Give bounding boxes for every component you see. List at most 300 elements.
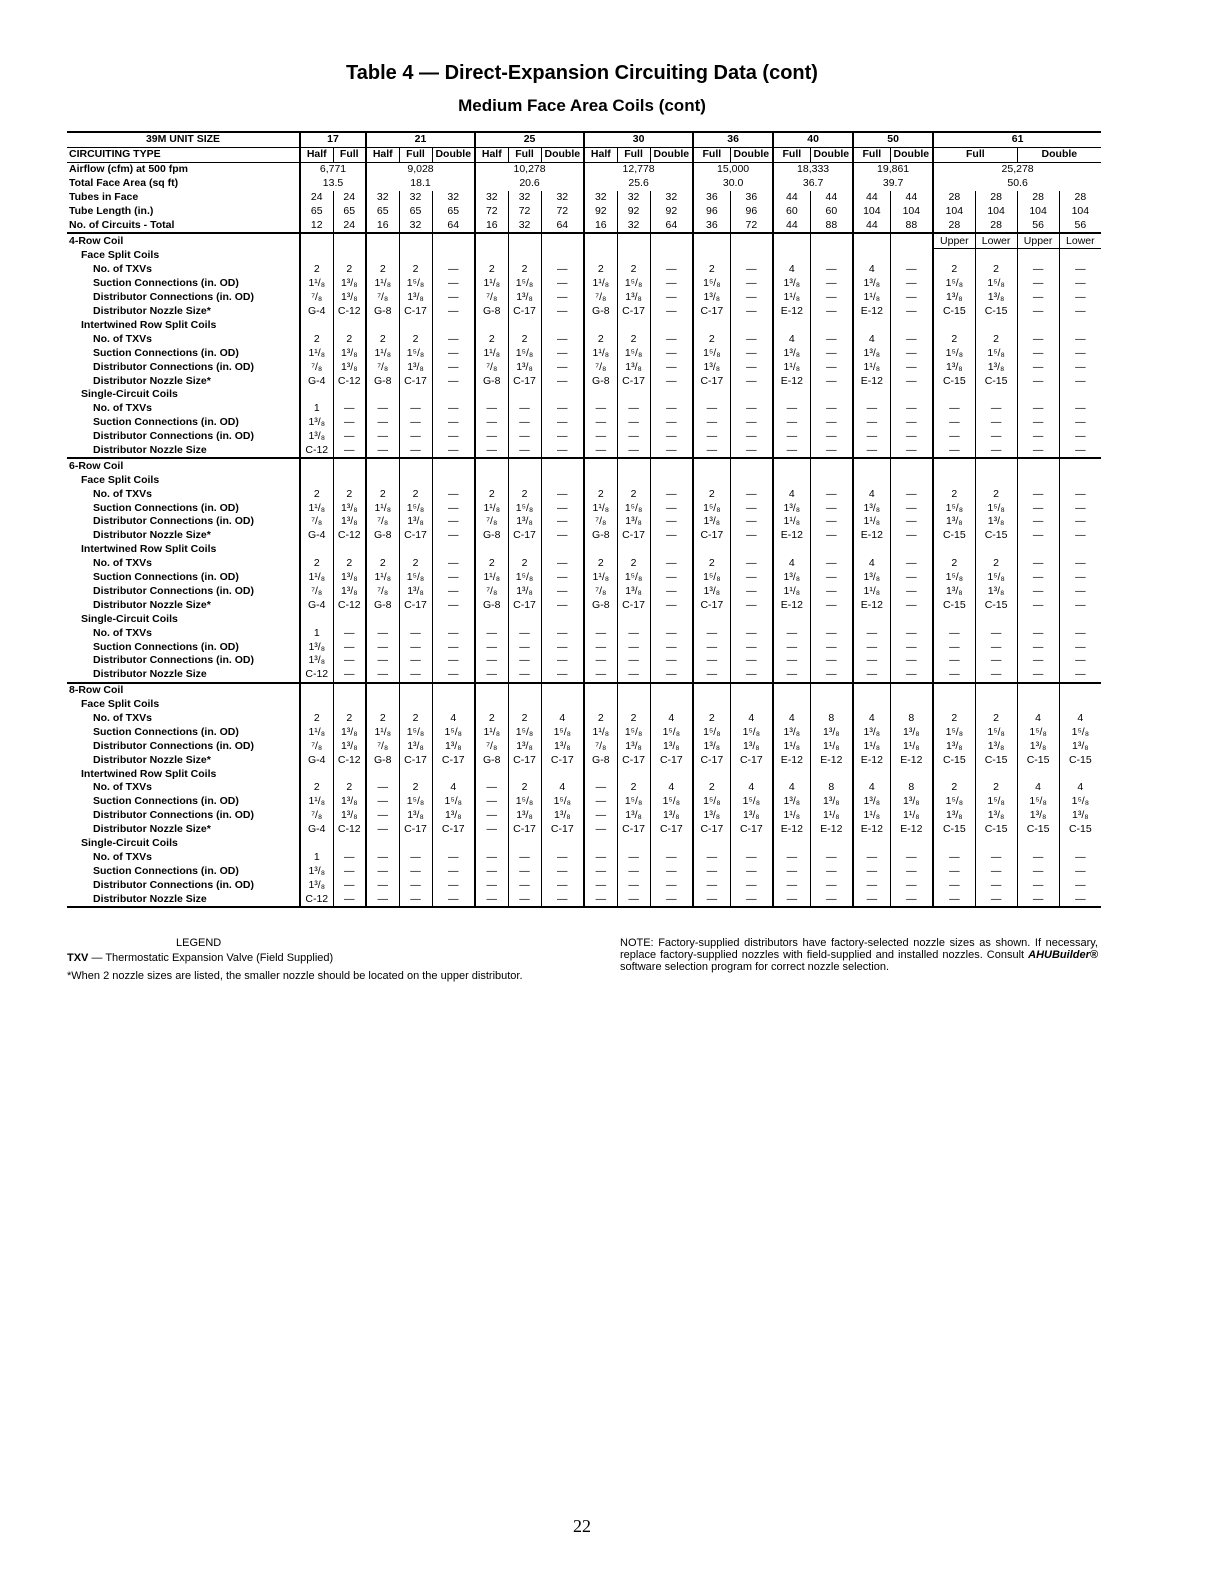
table-cell: — [810,892,853,907]
table-cell [1017,543,1059,557]
table-cell: 1¹/₈ [300,725,333,739]
table-cell: 1⁵/₈ [693,346,730,360]
table-cell: E-12 [890,753,933,767]
row-label: Suction Connections (in. OD) [93,501,239,514]
table-cell: 1⁵/₈ [933,725,975,739]
table-cell [890,319,933,333]
upper-lower-header: Upper [933,233,975,248]
table-cell: — [1059,529,1101,543]
table-cell: — [432,501,475,515]
table-cell [693,249,730,263]
table-cell: ⁷/₈ [300,585,333,599]
table-cell [650,473,693,487]
table-cell [933,543,975,557]
table-cell [333,388,366,402]
table-cell: — [890,444,933,459]
table-cell: E-12 [773,823,810,837]
table-cell: 4 [432,712,475,726]
table-cell: — [366,892,399,907]
table-cell: 32 [617,191,650,205]
row-label: Suction Connections (in. OD) [93,571,239,584]
table-cell: 18.1 [366,177,475,191]
row-label: Suction Connections (in. OD) [93,640,239,653]
table-cell [853,837,890,851]
table-cell: — [541,402,584,416]
row-label: Distributor Nozzle Size [93,668,207,681]
table-cell [933,767,975,781]
table-cell: 1³/₈ [853,571,890,585]
table-cell: 1³/₈ [399,515,432,529]
table-cell [300,767,333,781]
circuiting-type-header: Double [730,147,773,162]
table-cell: 1¹/₈ [366,501,399,515]
table-row [67,626,1101,640]
table-cell: C-12 [333,374,366,388]
table-cell: 104 [890,204,933,218]
table-cell: — [730,864,773,878]
group-title: Intertwined Row Split Coils [81,767,217,780]
table-cell [975,683,1017,698]
table-cell: C-15 [933,529,975,543]
table-cell: — [730,416,773,430]
row-label: Distributor Connections (in. OD) [93,430,254,443]
table-cell [475,319,508,333]
table-cell [541,249,584,263]
table-cell: 2 [333,487,366,501]
table-cell: — [975,850,1017,864]
table-cell: 2 [399,332,432,346]
table-cell: — [1017,487,1059,501]
table-cell: 1³/₈ [399,809,432,823]
table-cell: 65 [333,204,366,218]
table-cell: 28 [1059,191,1101,205]
table-cell [810,698,853,712]
table-cell: 28 [933,218,975,233]
table-cell [366,233,399,248]
table-cell: — [933,892,975,907]
table-row [67,795,1101,809]
circuiting-type-header: Full [333,147,366,162]
table-cell: C-15 [1017,753,1059,767]
table-cell: — [541,892,584,907]
table-cell: 1³/₈ [508,515,541,529]
table-cell: 36 [693,191,730,205]
table-cell: — [693,864,730,878]
table-cell: — [810,668,853,683]
table-cell: — [730,487,773,501]
table-cell: 16 [584,218,617,233]
table-cell: — [475,864,508,878]
table-cell: G-8 [475,374,508,388]
table-cell: — [1017,444,1059,459]
table-cell: — [890,598,933,612]
table-cell: G-8 [584,598,617,612]
table-cell: C-17 [399,529,432,543]
table-cell [432,388,475,402]
table-cell: ⁷/₈ [475,585,508,599]
table-cell: 10,278 [475,162,584,176]
row-label: Distributor Connections (in. OD) [93,291,254,304]
table-cell: — [650,277,693,291]
group-title: Single-Circuit Coils [81,836,178,849]
table-cell [933,612,975,626]
table-cell: 1⁵/₈ [693,501,730,515]
table-cell: 4 [730,781,773,795]
table-cell: 2 [366,557,399,571]
table-cell: — [432,654,475,668]
legend-txv-abbr: TXV [67,952,89,964]
table-cell: 16 [366,218,399,233]
table-cell: 1³/₈ [399,360,432,374]
row-label: No. of TXVs [93,332,152,345]
table-cell: 32 [475,191,508,205]
table-cell: — [810,529,853,543]
table-cell: — [1059,571,1101,585]
table-cell: 1³/₈ [333,585,366,599]
table-cell: 2 [399,487,432,501]
table-cell: — [432,585,475,599]
table-cell: — [730,571,773,585]
table-cell: — [584,864,617,878]
table-cell: 2 [508,332,541,346]
table-row [67,725,1101,739]
table-cell: — [399,654,432,668]
table-cell: — [773,850,810,864]
table-cell [693,458,730,473]
table-cell [1017,683,1059,698]
table-cell: — [432,892,475,907]
table-row [67,585,1101,599]
table-cell: — [890,529,933,543]
table-cell: — [617,402,650,416]
table-cell: 2 [584,487,617,501]
table-cell: ⁷/₈ [300,515,333,529]
table-cell: 60 [810,204,853,218]
table-cell: — [475,416,508,430]
table-cell [773,458,810,473]
table-row [67,712,1101,726]
table-cell: — [853,640,890,654]
table-cell: — [617,640,650,654]
table-cell: 56 [1017,218,1059,233]
table-cell: 1⁵/₈ [399,277,432,291]
table-cell [773,249,810,263]
table-cell: 1³/₈ [933,291,975,305]
table-cell: 2 [399,781,432,795]
table-cell: — [975,864,1017,878]
table-cell: — [650,892,693,907]
table-cell: 4 [853,781,890,795]
row-label: No. of TXVs [93,850,152,863]
table-cell: C-17 [432,753,475,767]
table-cell: 1⁵/₈ [933,346,975,360]
table-cell: 2 [333,557,366,571]
table-cell: 1³/₈ [933,585,975,599]
table-cell: — [773,640,810,654]
table-cell: — [933,654,975,668]
table-cell [890,612,933,626]
table-cell [693,233,730,248]
table-cell [399,837,432,851]
table-cell: 2 [693,557,730,571]
table-cell: 1³/₈ [890,725,933,739]
table-cell: — [584,430,617,444]
table-cell [584,837,617,851]
table-cell: — [810,263,853,277]
table-cell: — [584,444,617,459]
table-cell: — [650,430,693,444]
table-cell: 1³/₈ [810,795,853,809]
table-cell: 72 [541,204,584,218]
table-cell: 1³/₈ [399,585,432,599]
table-cell: 1⁵/₈ [693,795,730,809]
circuiting-type-header: Full [617,147,650,162]
table-cell: — [773,892,810,907]
table-cell: 2 [584,557,617,571]
table-cell: C-15 [1017,823,1059,837]
table-cell: 4 [541,781,584,795]
table-cell: — [1059,585,1101,599]
table-cell: C-17 [399,374,432,388]
table-cell: 1³/₈ [333,809,366,823]
table-cell: 1³/₈ [975,360,1017,374]
table-cell [508,612,541,626]
section-title: 4-Row Coil [67,233,300,248]
table-cell: — [617,416,650,430]
table-cell: — [432,571,475,585]
table-cell: C-17 [617,823,650,837]
table-cell: — [810,501,853,515]
table-cell [333,837,366,851]
group-title: Face Split Coils [81,473,160,486]
table-cell: — [853,416,890,430]
table-cell: — [541,585,584,599]
table-cell: — [1017,668,1059,683]
table-cell: 1¹/₈ [475,501,508,515]
table-cell [650,698,693,712]
table-cell: 2 [584,332,617,346]
table-cell: — [730,668,773,683]
page-subtitle: Medium Face Area Coils (cont) [458,96,706,115]
table-row [67,191,1101,205]
table-cell: 2 [693,332,730,346]
row-label: Distributor Nozzle Size* [93,305,211,318]
table-cell [890,698,933,712]
table-cell: — [432,430,475,444]
table-row [67,319,1101,333]
row-label: Distributor Nozzle Size* [93,823,211,836]
table-cell: — [475,809,508,823]
table-row [67,753,1101,767]
row-label: Distributor Connections (in. OD) [93,654,254,667]
table-cell: 1⁵/₈ [508,725,541,739]
table-cell: C-17 [508,598,541,612]
table-cell: 2 [584,263,617,277]
table-cell: 1³/₈ [617,739,650,753]
table-cell [650,543,693,557]
circuiting-type-header: Half [300,147,333,162]
table-cell: 4 [773,781,810,795]
table-cell: 1³/₈ [933,809,975,823]
table-cell: — [399,640,432,654]
table-cell: — [890,263,933,277]
table-cell: G-4 [300,598,333,612]
table-cell: 32 [541,191,584,205]
table-cell: 1⁵/₈ [399,725,432,739]
row-label: Total Face Area (sq ft) [69,177,179,190]
table-cell: C-17 [693,753,730,767]
table-cell: — [399,626,432,640]
table-cell [650,612,693,626]
table-cell: — [399,850,432,864]
table-cell: — [584,402,617,416]
table-cell [853,249,890,263]
table-cell: — [1017,864,1059,878]
table-cell: 32 [617,218,650,233]
row-label: Suction Connections (in. OD) [93,795,239,808]
table-cell: C-12 [333,598,366,612]
table-cell: 1⁵/₈ [508,501,541,515]
unit-size-header: 40 [773,132,853,147]
table-cell: 1¹/₈ [810,739,853,753]
table-cell [366,698,399,712]
table-cell [366,388,399,402]
table-cell [541,683,584,698]
table-cell [366,473,399,487]
table-cell: — [890,626,933,640]
table-cell: — [333,850,366,864]
table-cell [508,249,541,263]
table-cell [475,388,508,402]
table-cell: 65 [399,204,432,218]
table-cell: — [650,263,693,277]
table-cell: E-12 [810,823,853,837]
table-cell: — [730,529,773,543]
table-cell: C-17 [650,753,693,767]
table-cell: 2 [933,487,975,501]
table-cell: ⁷/₈ [300,291,333,305]
table-cell [432,249,475,263]
table-cell: — [366,864,399,878]
table-cell [1059,837,1101,851]
table-cell: 36 [693,218,730,233]
table-cell: — [1059,640,1101,654]
table-cell: 1³/₈ [810,725,853,739]
table-cell: — [773,444,810,459]
table-cell: — [853,654,890,668]
table-cell: — [810,654,853,668]
table-cell: — [890,515,933,529]
table-cell: — [1017,571,1059,585]
table-cell: 1⁵/₈ [730,725,773,739]
table-row [67,878,1101,892]
table-cell: — [1059,668,1101,683]
table-cell: — [933,864,975,878]
table-cell: 8 [890,781,933,795]
table-cell: — [810,626,853,640]
table-cell: 1³/₈ [300,416,333,430]
table-cell [617,543,650,557]
table-cell: 1⁵/₈ [617,346,650,360]
table-cell [650,458,693,473]
table-row [67,233,1101,248]
table-row [67,850,1101,864]
table-cell: — [1017,402,1059,416]
table-cell [475,473,508,487]
table-cell: C-17 [693,598,730,612]
table-cell: 2 [366,712,399,726]
table-cell [1059,249,1101,263]
table-cell: — [933,430,975,444]
row-label: No. of TXVs [93,402,152,415]
upper-lower-header: Lower [975,233,1017,248]
table-cell: — [541,598,584,612]
table-cell: 1³/₈ [975,291,1017,305]
table-cell: 2 [333,712,366,726]
table-row [67,147,1101,162]
table-row [67,501,1101,515]
table-cell: — [508,430,541,444]
table-cell: — [432,850,475,864]
table-cell: 1⁵/₈ [975,795,1017,809]
table-cell [1017,388,1059,402]
table-cell: 1³/₈ [300,864,333,878]
unit-size-header: 61 [933,132,1101,147]
table-cell: 1⁵/₈ [975,571,1017,585]
table-cell: 2 [693,781,730,795]
table-cell [1059,473,1101,487]
table-cell: — [1017,360,1059,374]
table-cell [432,233,475,248]
table-cell: — [432,864,475,878]
table-cell: — [890,640,933,654]
table-cell: — [773,864,810,878]
circuiting-type-header: Full [853,147,890,162]
table-cell: — [693,402,730,416]
table-cell: E-12 [890,823,933,837]
table-cell: 1⁵/₈ [508,795,541,809]
table-row [67,249,1101,263]
table-cell: — [541,305,584,319]
table-cell: 1³/₈ [773,571,810,585]
table-cell: — [1059,515,1101,529]
table-cell: — [650,598,693,612]
table-cell: ⁷/₈ [300,360,333,374]
table-cell: — [730,557,773,571]
table-cell: ⁷/₈ [366,515,399,529]
table-cell: 1¹/₈ [366,277,399,291]
table-cell: 1¹/₈ [300,346,333,360]
table-cell: 1³/₈ [300,640,333,654]
table-cell: E-12 [810,753,853,767]
legend-heading: LEGEND [176,937,222,949]
table-cell [399,233,432,248]
table-cell: — [975,402,1017,416]
table-cell: 4 [650,712,693,726]
table-cell: — [541,529,584,543]
table-cell: — [933,444,975,459]
table-cell [333,698,366,712]
table-cell [810,458,853,473]
table-cell [399,249,432,263]
table-cell: 1¹/₈ [475,346,508,360]
table-row [67,332,1101,346]
table-cell: — [730,430,773,444]
table-cell: 56 [1059,218,1101,233]
table-cell [399,612,432,626]
table-cell: — [1059,487,1101,501]
table-cell [584,249,617,263]
